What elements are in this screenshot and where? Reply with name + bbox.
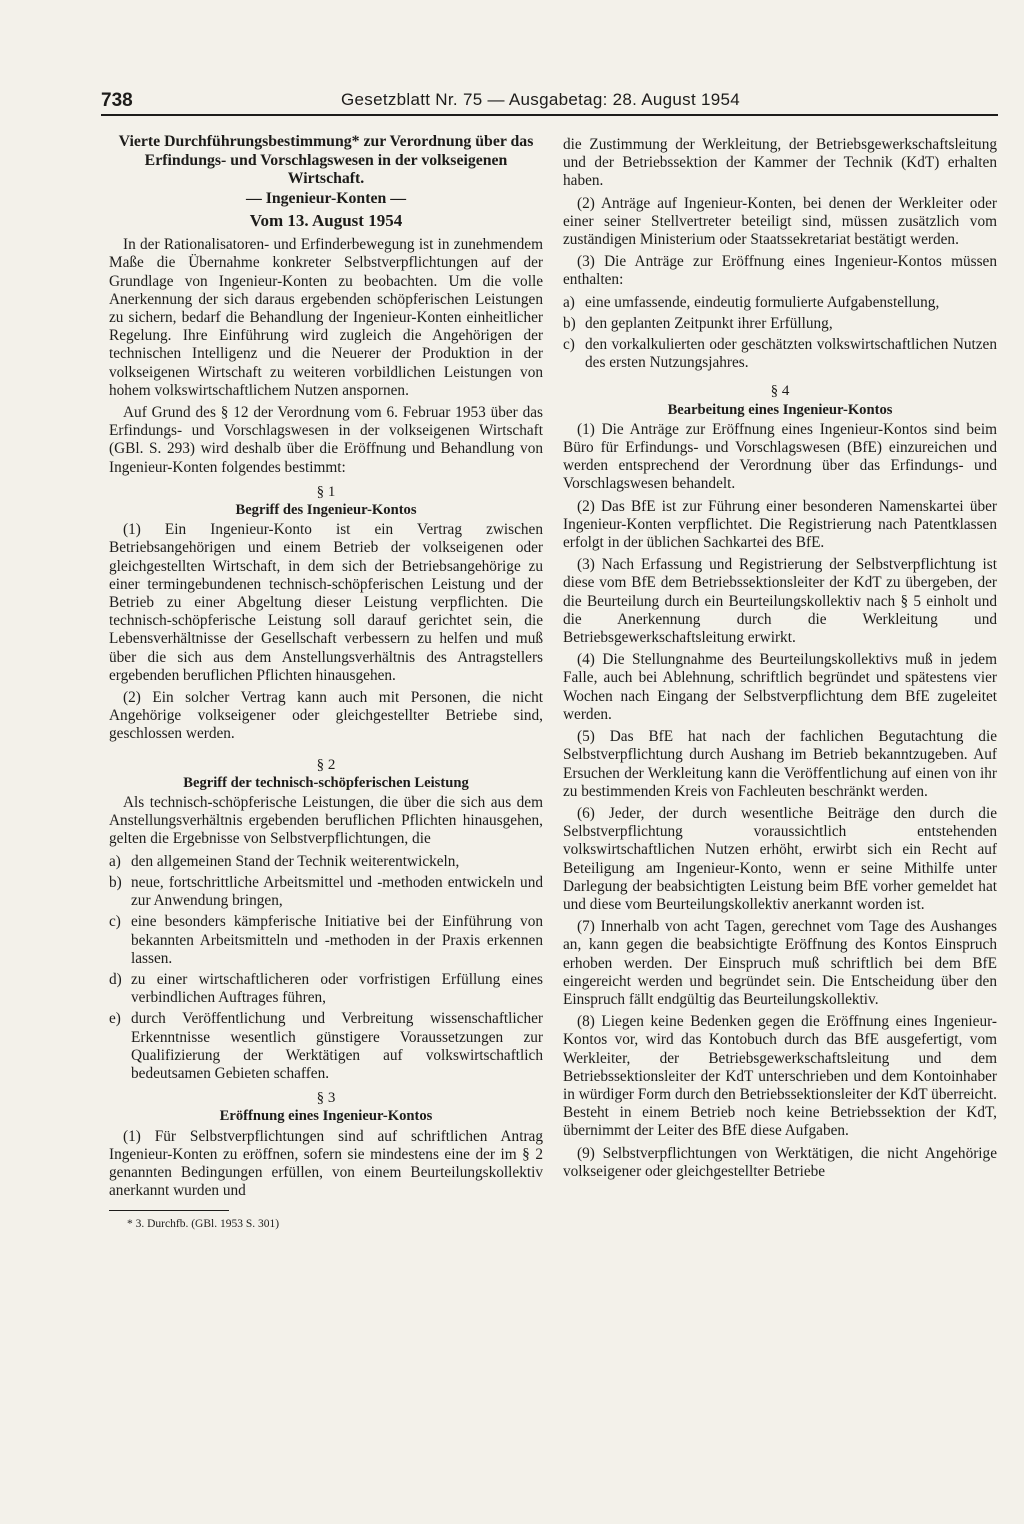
list-text: durch Veröffentlichung und Verbreitung wissenschaftlicher Erkenntnisse wesentlich günstigere Voraussetzungen zur Qualifizierung der Werktätigen auf volkswirtschaftlich bedeutsamen Gebieten schaffen. <box>131 1010 543 1082</box>
list-text: den geplanten Zeitpunkt ihrer Erfüllung, <box>585 314 833 332</box>
list-label: b) <box>563 314 576 332</box>
document-subtitle: — Ingenieur-Konten — <box>245 189 407 207</box>
list-label: d) <box>109 970 122 988</box>
section-title: Eröffnung eines Ingenieur-Kontos <box>219 1108 433 1125</box>
section-paragraph: (9) Selbstverpflichtungen von Werktätigen, die nicht Angehörige volkseigener oder gleichgestellter Betriebe <box>563 1144 997 1180</box>
list-item <box>109 1010 543 1083</box>
list-text: den vorkalkulierten oder geschätzten volkswirtschaftlichen Nutzen des ersten Nutzungsjahres. <box>585 336 997 372</box>
section-paragraph: (6) Jeder, der durch wesentliche Beiträge den durch die Selbstverpflichtung voraussichtlich entstehenden volkswirtschaftlichen Nutzen erhöht, erwirbt sich ein Recht auf Beteiligung am Ingenieur-Konto, wenn er seine Mithilfe unter Darlegung der beabsichtigten Leistung beim BfE vorher gemeldet hat und diese vom Beurteilungskollektiv anerkannt worden ist. <box>563 804 997 913</box>
list-text: eine umfassende, eindeutig formulierte Aufgabenstellung, <box>585 293 940 311</box>
section-paragraph: (3) Nach Erfassung und Registrierung der Selbstverpflichtung ist diese vom BfE dem Betriebssektionsleiter der KdT zu übergeben, der die Beurteilung durch ein Beurteilungskollektiv nach § 5 einholt und die Anerkennung durch die Werkleitung und Betriebsgewerkschaftsleitung erwirkt. <box>563 556 997 647</box>
footnote: * 3. Durchfb. (GBl. 1953 S. 301) <box>127 1218 280 1231</box>
right-column <box>563 136 997 1185</box>
list-label: a) <box>109 852 121 870</box>
section-paragraph: (4) Die Stellungnahme des Beurteilungskollektivs muß in jedem Falle, auch bei Ablehnung, schriftlich begründet und spätestens vier Wochen nach Eingang der Selbstverpflichtung dem BfE zugeleitet werden. <box>563 651 997 723</box>
section-paragraph: Als technisch-schöpferische Leistungen, die über die sich aus dem Anstellungsverhältnis ergebenden beruflichen Pflichten hinausgehen, gelten die Ergebnisse von Selbstverpflichtungen, die <box>109 794 543 848</box>
list-label: e) <box>109 1010 121 1028</box>
section-paragraph: (2) Ein solcher Vertrag kann auch mit Personen, die nicht Angehörige volkseigener oder gleichgestellter Betriebe sind, geschlossen werden. <box>109 689 543 743</box>
section-number: § 4 <box>770 383 790 400</box>
document-title: Vierte Durchführungsbestimmung* zur Verordnung über das Erfindungs- und Vorschlagswesen in der volkseigenen Wirtschaft. <box>118 133 534 188</box>
section-paragraph: (8) Liegen keine Bedenken gegen die Eröffnung eines Ingenieur-Kontos vor, wird das Kontobuch durch das BfE ausgefertigt, vom Werkleiter, der Betriebsgewerkschaftsleitung und dem Betriebssektionsleiter der KdT unterschrieben und dem Kontoinhaber in würdiger Form durch den Betriebssektionsleiter der KdT überreicht. Besteht in einem Betrieb noch keine Betriebssektion der KdT, übernimmt der Leiter des BfE diese Aufgaben. <box>563 1013 997 1140</box>
list-item <box>109 853 543 871</box>
section-paragraph: (1) Die Anträge zur Eröffnung eines Ingenieur-Kontos sind beim Büro für Erfindungs- und Vorschlagswesen (BfE) einzureichen und werden entsprechend der Verordnung über das Erfindungs- und Vorschlagswesen behandelt. <box>563 420 997 493</box>
section-paragraph: (5) Das BfE hat nach der fachlichen Begutachtung die Selbstverpflichtung durch Aushang im Betrieb bekanntzugeben. Auf Ersuchen der Werkleitung kann die Veröffentlichung auf einen von ihr zu bestimmenden Kreis von Fachleuten beschränkt werden. <box>563 728 997 800</box>
section-number: § 2 <box>316 756 336 773</box>
section-number: § 3 <box>316 1090 336 1107</box>
section-title: Bearbeitung eines Ingenieur-Kontos <box>667 401 893 418</box>
section-paragraph: (7) Innerhalb von acht Tagen, gerechnet vom Tage des Aushanges an, kann gegen die beabsichtigte Eröffnung des Kontos Einspruch erhoben werden. Der Einspruch muß schriftlich bei dem BfE eingereicht werden und begründet sein. Die Entscheidung über den Einspruch fällt endgültig das Beurteilungskollektiv. <box>563 918 997 1008</box>
intro-paragraph: Auf Grund des § 12 der Verordnung vom 6. Februar 1953 über das Erfindungs- und Vorschlagswesen in der volkseigenen Wirtschaft (GBl. S. 293) wird deshalb über die Eröffnung und Behandlung von Ingenieur-Konten folgendes bestimmt: <box>109 404 543 476</box>
list-item <box>563 294 997 312</box>
list-label: b) <box>109 873 122 891</box>
list-text: neue, fortschrittliche Arbeitsmittel und -methoden entwickeln und zur Anwendung bringen, <box>131 873 543 910</box>
section-paragraph: (3) Die Anträge zur Eröffnung eines Ingenieur-Kontos müssen enthalten: <box>563 253 997 289</box>
list-label: c) <box>563 336 575 354</box>
section-paragraph: (2) Das BfE ist zur Führung einer besonderen Namenskartei über Ingenieur-Konten verpflichtet. Die Registrierung nach Patentklassen erfolgt in der üblichen Sachkartei des BfE. <box>563 497 997 552</box>
footnote-rule <box>109 1210 229 1211</box>
section-paragraph: (2) Anträge auf Ingenieur-Konten, bei denen der Werkleiter oder einer seiner Stellvertreter beteiligt sind, müssen zusätzlich vom zuständigen Ministerium oder Staatssekretariat bestätigt werden. <box>563 194 997 249</box>
list-item <box>563 336 997 372</box>
page-header <box>101 90 998 116</box>
list-text: eine besonders kämpferische Initiative bei der Einführung von bekannten Arbeitsmitteln und -methoden in der Praxis erkennen lassen. <box>131 913 543 967</box>
left-column <box>109 133 543 1238</box>
list-item <box>109 971 543 1007</box>
section-title: Begriff der technisch-schöpferischen Leistung <box>183 774 469 791</box>
section-number: § 1 <box>316 483 336 500</box>
section-paragraph: (1) Für Selbstverpflichtungen sind auf schriftlichen Antrag Ingenieur-Konten zu eröffnen, sofern sie mindestens eine der im § 2 genannten Bedingungen erfüllen, von einem Beurteilungskollektiv anerkannt wurden und <box>109 1127 543 1200</box>
list-item <box>109 874 543 910</box>
intro-paragraph: In der Rationalisatoren- und Erfinderbewegung ist in zunehmendem Maße die Übernahme konkreter Selbstverpflichtungen auf der Grundlage von Ingenieur-Konten zu beobachten. Um die volle Anerkennung der sich daraus ergebenden schöpferischen Leistungen zu sichern, bedarf die Behandlung der Ingenieur-Konten einheitlicher Regelung. Ihre Einführung wird zugleich die Angehörigen der technischen Intelligenz und die Neuerer der Produktion in der volkseigenen Wirtschaft zu weiteren vorbildlichen Leistungen von hohem volkswirtschaftlichem Nutzen anspornen. <box>109 236 543 399</box>
list-text: den allgemeinen Stand der Technik weiterentwickeln, <box>131 852 460 870</box>
list-item <box>563 315 997 333</box>
document-date: Vom 13. August 1954 <box>249 210 403 230</box>
list-label: c) <box>109 913 121 931</box>
list-label: a) <box>563 293 575 311</box>
section-title: Begriff des Ingenieur-Kontos <box>235 502 417 519</box>
section-paragraph: (1) Ein Ingenieur-Konto ist ein Vertrag zwischen Betriebsangehörigen und einem Betrieb der volkseigenen oder gleichgestellten Wirtschaft, in dem sich der Betriebsangehörige zu einer termingebundenen technisch-schöpferischen Leistung und der Betrieb zu einer Abgeltung dieser Leistung verpflichten. Die technisch-schöpferische Leistung soll darauf gerichtet sein, die Lebensverhältnisse der Gesellschaft verbessern zu helfen und muß über die sich aus dem Anstellungsverhältnis des Antragstellers ergebenden beruflichen Pflichten hinausgehen. <box>109 521 543 684</box>
page-number: 738 <box>101 90 133 111</box>
gazette-title: Gesetzblatt Nr. 75 — Ausgabetag: 28. August 1954 <box>341 90 741 109</box>
section-paragraph: die Zustimmung der Werkleitung, der Betriebsgewerkschaftsleitung und der Betriebssektion der Kammer der Technik (KdT) erhalten haben. <box>563 136 997 190</box>
list-item <box>109 913 543 968</box>
list-text: zu einer wirtschaftlicheren oder vorfristigen Erfüllung eines verbindlichen Auftrages führen, <box>131 970 543 1007</box>
